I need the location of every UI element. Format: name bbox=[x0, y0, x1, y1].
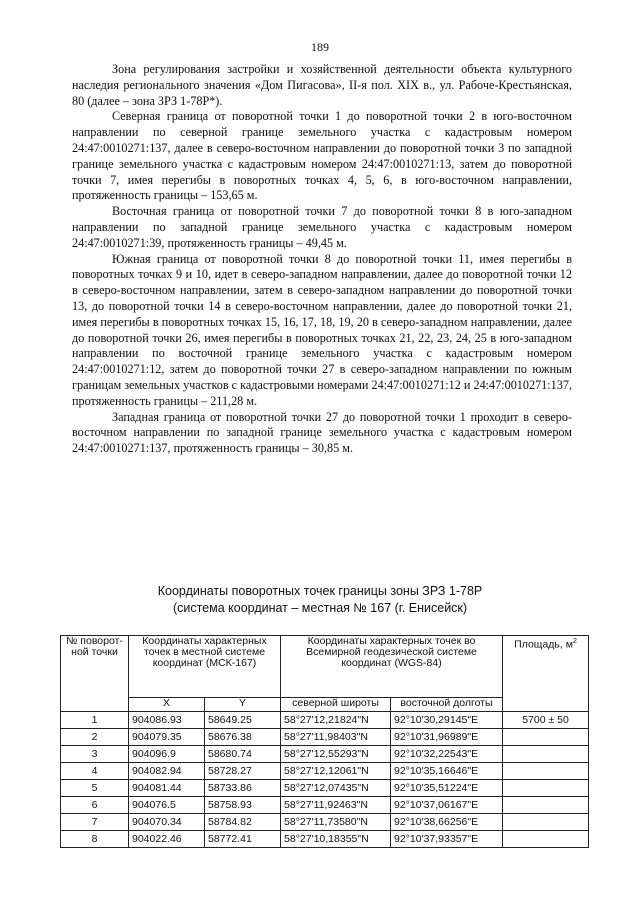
cell-latitude: 58°27'12,07435"N bbox=[281, 780, 391, 797]
table-row bbox=[61, 797, 589, 814]
cell-y: 58784.82 bbox=[205, 814, 281, 831]
cell-latitude: 58°27'12,55293"N bbox=[281, 746, 391, 763]
cell-area bbox=[503, 763, 589, 780]
table-row bbox=[61, 780, 589, 797]
cell-y: 58772.41 bbox=[205, 831, 281, 848]
table-title bbox=[70, 583, 570, 617]
cell-longitude: 92°10'31,96989"E bbox=[391, 729, 503, 746]
header-point-number: № поворот-ной точки bbox=[61, 636, 129, 712]
cell-latitude: 58°27'11,98403"N bbox=[281, 729, 391, 746]
table-title-line1: Координаты поворотных точек границы зоны ЗРЗ 1-78Р bbox=[157, 584, 483, 598]
cell-area: 5700 ± 50 bbox=[503, 712, 589, 729]
paragraph-east-boundary: Восточная граница от поворотной точки 7 до поворотной точки 8 в юго-западном направлении по западной границе земельного участка с кадастровым номером 24:47:0010271:39, протяженность границы – 49,45 м. bbox=[72, 204, 572, 250]
cell-y: 58728.27 bbox=[205, 763, 281, 780]
cell-point-number: 3 bbox=[61, 746, 129, 763]
cell-y: 58733.86 bbox=[205, 780, 281, 797]
cell-point-number: 5 bbox=[61, 780, 129, 797]
coordinates-table bbox=[60, 635, 589, 848]
cell-longitude: 92°10'35,16646"E bbox=[391, 763, 503, 780]
table-row bbox=[61, 746, 589, 763]
cell-y: 58676.38 bbox=[205, 729, 281, 746]
cell-latitude: 58°27'11,92463"N bbox=[281, 797, 391, 814]
table-row bbox=[61, 729, 589, 746]
paragraph-zone-description: Зона регулирования застройки и хозяйственной деятельности объекта культурного наследия регионального значения «Дом Пигасова», II-я пол. XIX в., ул. Рабоче-Крестьянская, 80 (далее – зона ЗРЗ 1-78Р*). bbox=[72, 62, 572, 108]
cell-longitude: 92°10'37,93357"E bbox=[391, 831, 503, 848]
paragraph-south-boundary: Южная граница от поворотной точки 8 до поворотной точки 11, имея перегибы в поворотных точках 9 и 10, идет в северо-западном направлении, далее до поворотной точки 12 в северо-восточном направлении, затем в северо-западном направлении до поворотной точки 13, до поворотной точки 14 в северо-восточном направлении, далее до поворотной точки 21, имея перегибы в поворотных точках 15, 16, 17, 18, 19, 20 в северо-западном направлении, далее до поворотной точки 26, имея перегибы в поворотных точках 21, 22, 23, 24, 25 в юго-западном направлении по восточной границе земельного участка с кадастровым номером 24:47:0010271:12, затем до поворотной точки 27 в северо-западном направлении по южным границам земельных участков с кадастровыми номерами 24:47:0010271:12 и 24:47:0010271:137, протяженность границы – 211,28 м. bbox=[72, 251, 572, 408]
cell-x: 904070.34 bbox=[129, 814, 205, 831]
cell-latitude: 58°27'12,12061"N bbox=[281, 763, 391, 780]
table-title-line2: (система координат – местная № 167 (г. Енисейск) bbox=[172, 601, 468, 615]
cell-point-number: 1 bbox=[61, 712, 129, 729]
cell-x: 904022.46 bbox=[129, 831, 205, 848]
header-area-unit-exponent: 2 bbox=[572, 638, 577, 645]
header-latitude: северной широты bbox=[281, 698, 391, 712]
paragraph-west-boundary: Западная граница от поворотной точки 27 до поворотной точки 1 проходит в северо-восточном направлении по западной границе земельного участка с кадастровым номером 24:47:0010271:137, протяженность границы – 30,85 м. bbox=[72, 409, 572, 456]
cell-longitude: 92°10'37,06167"E bbox=[391, 797, 503, 814]
header-wgs-coordinates: Координаты характерных точек во Всемирной геодезической системе координат (WGS-84) bbox=[281, 636, 503, 698]
cell-area bbox=[503, 746, 589, 763]
cell-latitude: 58°27'11,73580"N bbox=[281, 814, 391, 831]
table-row bbox=[61, 712, 589, 729]
cell-point-number: 8 bbox=[61, 831, 129, 848]
table-row bbox=[61, 831, 589, 848]
cell-point-number: 4 bbox=[61, 763, 129, 780]
coordinates-table-body bbox=[61, 712, 589, 848]
cell-longitude: 92°10'32,22543"E bbox=[391, 746, 503, 763]
header-longitude: восточной долготы bbox=[391, 698, 503, 712]
cell-point-number: 2 bbox=[61, 729, 129, 746]
cell-x: 904086.93 bbox=[129, 712, 205, 729]
cell-area bbox=[503, 729, 589, 746]
cell-y: 58758.93 bbox=[205, 797, 281, 814]
cell-latitude: 58°27'10,18355"N bbox=[281, 831, 391, 848]
header-local-coordinates: Координаты характерных точек в местной системе координат (МСК-167) bbox=[129, 636, 281, 698]
header-area bbox=[503, 636, 589, 712]
cell-x: 904096.9 bbox=[129, 746, 205, 763]
table-row bbox=[61, 814, 589, 831]
cell-y: 58680.74 bbox=[205, 746, 281, 763]
paragraph-north-boundary: Северная граница от поворотной точки 1 до поворотной точки 2 в юго-восточном направлении по северной границе земельного участка с кадастровым номером 24:47:0010271:137, далее в северо-восточном направлении до поворотной точки 3 по западной границе земельного участка с кадастровым номером 24:47:0010271:13, затем до поворотной точки 7, имея перегибы в поворотных точках 4, 5, 6, в юго-восточном направлении, протяженность границы – 153,65 м. bbox=[72, 109, 572, 203]
cell-point-number: 7 bbox=[61, 814, 129, 831]
cell-longitude: 92°10'35,51224"E bbox=[391, 780, 503, 797]
cell-area bbox=[503, 780, 589, 797]
body-text bbox=[72, 62, 572, 457]
cell-point-number: 6 bbox=[61, 797, 129, 814]
cell-x: 904079.35 bbox=[129, 729, 205, 746]
header-x: X bbox=[129, 698, 205, 712]
page-number: 189 bbox=[311, 40, 329, 54]
cell-area bbox=[503, 814, 589, 831]
cell-area bbox=[503, 797, 589, 814]
cell-x: 904082.94 bbox=[129, 763, 205, 780]
cell-longitude: 92°10'30,29145"E bbox=[391, 712, 503, 729]
header-y: Y bbox=[205, 698, 281, 712]
table-row bbox=[61, 763, 589, 780]
cell-y: 58649.25 bbox=[205, 712, 281, 729]
header-area-label: Площадь, м bbox=[514, 638, 573, 651]
cell-latitude: 58°27'12,21824"N bbox=[281, 712, 391, 729]
cell-x: 904081.44 bbox=[129, 780, 205, 797]
cell-longitude: 92°10'38,66256"E bbox=[391, 814, 503, 831]
cell-x: 904076.5 bbox=[129, 797, 205, 814]
cell-area bbox=[503, 831, 589, 848]
